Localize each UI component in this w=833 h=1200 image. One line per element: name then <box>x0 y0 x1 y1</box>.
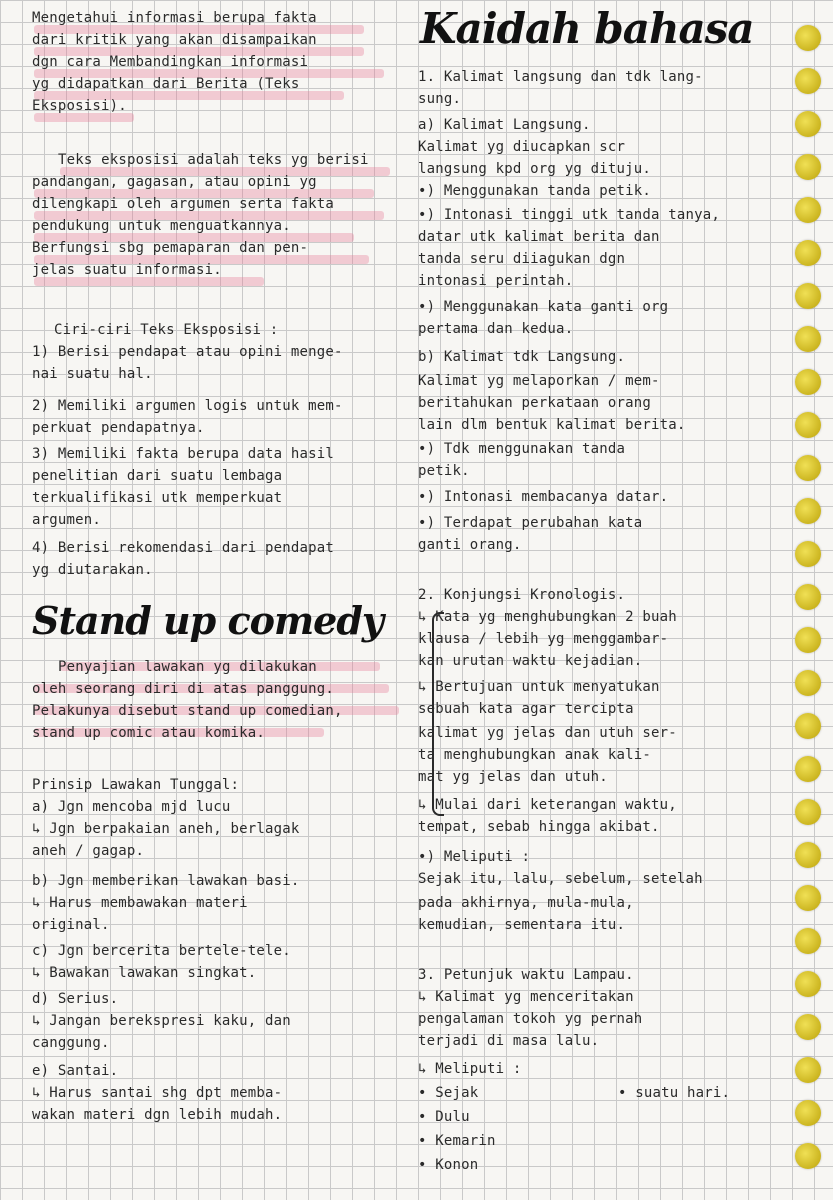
ciri-line: perkuat pendapatnya. <box>32 420 205 436</box>
standup-line: Penyajian lawakan yg dilakukan <box>58 659 317 675</box>
s2-line: tempat, sebab hingga akibat. <box>418 819 660 835</box>
prinsip-line: ↳ Jgn berpakaian aneh, berlagak <box>32 821 300 837</box>
prinsip-line: b) Jgn memberikan lawakan basi. <box>32 873 300 889</box>
prinsip-line: a) Jgn mencoba mjd lucu <box>32 799 231 815</box>
intro-line: Eksposisi). <box>32 98 127 114</box>
s2-line: kan urutan waktu kejadian. <box>418 653 643 669</box>
prinsip-line: c) Jgn bercerita bertele-tele. <box>32 943 291 959</box>
s2-line: pada akhirnya, mula-mula, <box>418 895 634 911</box>
s2-line: ↳ Mulai dari keterangan waktu, <box>418 797 677 813</box>
s1-line: lain dlm bentuk kalimat berita. <box>418 417 686 433</box>
binder-hole <box>795 498 821 524</box>
s1-line: Kalimat yg melaporkan / mem- <box>418 373 660 389</box>
prinsip-line: d) Serius. <box>32 991 119 1007</box>
s3-line: • Konon <box>418 1157 479 1173</box>
s2-line: ↳ Bertujuan untuk menyatukan <box>418 679 660 695</box>
standup-line: Pelakunya disebut stand up comedian, <box>32 703 343 719</box>
prinsip-line: ↳ Harus membawakan materi <box>32 895 248 911</box>
s2-line: sebuah kata agar tercipta <box>418 701 634 717</box>
s1-line: beritahukan perkataan orang <box>418 395 651 411</box>
prinsip-line: wakan materi dgn lebih mudah. <box>32 1107 283 1123</box>
s1-line: tanda seru diiagukan dgn <box>418 251 626 267</box>
s2-line: Sejak itu, lalu, sebelum, setelah <box>418 871 703 887</box>
konjungsi-bracket <box>432 612 444 816</box>
s3-line: • Kemarin <box>418 1133 496 1149</box>
binder-hole <box>795 1057 821 1083</box>
definition-line: pendukung untuk menguatkannya. <box>32 218 291 234</box>
binder-hole <box>795 197 821 223</box>
binder-holes <box>795 0 825 1200</box>
prinsip-line: e) Santai. <box>32 1063 119 1079</box>
standup-line: stand up comic atau komika. <box>32 725 265 741</box>
prinsip-title: Prinsip Lawakan Tunggal: <box>32 777 240 793</box>
intro-line: Mengetahui informasi berupa fakta <box>32 10 317 26</box>
standup-heading: Stand up comedy <box>32 598 383 643</box>
s3-line: • Dulu <box>418 1109 470 1125</box>
ciri-line: 2) Memiliki argumen logis untuk mem- <box>32 398 343 414</box>
binder-hole <box>795 111 821 137</box>
ciri-line: argumen. <box>32 512 102 528</box>
binder-hole <box>795 1100 821 1126</box>
s1-line: intonasi perintah. <box>418 273 574 289</box>
binder-hole <box>795 584 821 610</box>
s1-line: •) Menggunakan kata ganti org <box>418 299 669 315</box>
s1-line: b) Kalimat tdk Langsung. <box>418 349 626 365</box>
s1-line: •) Intonasi membacanya datar. <box>418 489 669 505</box>
s1-line: sung. <box>418 91 462 107</box>
binder-hole <box>795 154 821 180</box>
s1-line: •) Terdapat perubahan kata <box>418 515 643 531</box>
prinsip-line: ↳ Bawakan lawakan singkat. <box>32 965 257 981</box>
binder-hole <box>795 68 821 94</box>
s2-line: ↳ Kata yg menghubungkan 2 buah <box>418 609 677 625</box>
intro-line: dari kritik yang akan disampaikan <box>32 32 317 48</box>
s2-line: kalimat yg jelas dan utuh ser- <box>418 725 677 741</box>
ciri-line: terkualifikasi utk memperkuat <box>32 490 283 506</box>
s1-line: •) Menggunakan tanda petik. <box>418 183 651 199</box>
binder-hole <box>795 627 821 653</box>
s2-line: kemudian, sementara itu. <box>418 917 626 933</box>
s3-line: • Sejak <box>418 1085 479 1101</box>
s1-line: •) Tdk menggunakan tanda <box>418 441 626 457</box>
binder-hole <box>795 670 821 696</box>
binder-hole <box>795 1143 821 1169</box>
ciri-line: 4) Berisi rekomendasi dari pendapat <box>32 540 335 556</box>
binder-hole <box>795 541 821 567</box>
s2-line: •) Meliputi : <box>418 849 531 865</box>
s1-line: ganti orang. <box>418 537 522 553</box>
s1-line: datar utk kalimat berita dan <box>418 229 660 245</box>
s1-line: a) Kalimat Langsung. <box>418 117 591 133</box>
kaidah-heading: Kaidah bahasa <box>420 4 754 53</box>
s2-line: 2. Konjungsi Kronologis. <box>418 587 626 603</box>
s1-line: langsung kpd org yg dituju. <box>418 161 651 177</box>
s1-line: petik. <box>418 463 470 479</box>
ciri-line: nai suatu hal. <box>32 366 153 382</box>
binder-hole <box>795 713 821 739</box>
binder-hole <box>795 25 821 51</box>
definition-line: Teks eksposisi adalah teks yg berisi <box>58 152 369 168</box>
prinsip-line: ↳ Harus santai shg dpt memba- <box>32 1085 283 1101</box>
definition-line: jelas suatu informasi. <box>32 262 222 278</box>
definition-line: dilengkapi oleh argumen serta fakta <box>32 196 335 212</box>
s1-line: pertama dan kedua. <box>418 321 574 337</box>
binder-hole <box>795 885 821 911</box>
s3-line: pengalaman tokoh yg pernah <box>418 1011 643 1027</box>
binder-hole <box>795 412 821 438</box>
binder-hole <box>795 971 821 997</box>
prinsip-line: aneh / gagap. <box>32 843 145 859</box>
ciri-line: yg diutarakan. <box>32 562 153 578</box>
definition-line: pandangan, gagasan, atau opini yg <box>32 174 317 190</box>
s1-line: 1. Kalimat langsung dan tdk lang- <box>418 69 703 85</box>
s3-extra-item: • suatu hari. <box>618 1085 731 1101</box>
s3-line: ↳ Kalimat yg menceritakan <box>418 989 634 1005</box>
intro-line: yg didapatkan dari Berita (Teks <box>32 76 300 92</box>
ciri-title: Ciri-ciri Teks Eksposisi : <box>54 322 279 338</box>
binder-hole <box>795 928 821 954</box>
ciri-line: 3) Memiliki fakta berupa data hasil <box>32 446 335 462</box>
ciri-line: penelitian dari suatu lembaga <box>32 468 283 484</box>
binder-hole <box>795 756 821 782</box>
s3-line: 3. Petunjuk waktu Lampau. <box>418 967 634 983</box>
prinsip-line: original. <box>32 917 110 933</box>
s2-line: ta menghubungkan anak kali- <box>418 747 651 763</box>
definition-line: Berfungsi sbg pemaparan dan pen- <box>32 240 309 256</box>
binder-hole <box>795 369 821 395</box>
s1-line: Kalimat yg diucapkan scr <box>418 139 626 155</box>
binder-hole <box>795 283 821 309</box>
s1-line: •) Intonasi tinggi utk tanda tanya, <box>418 207 721 223</box>
binder-hole <box>795 455 821 481</box>
ciri-line: 1) Berisi pendapat atau opini menge- <box>32 344 343 360</box>
prinsip-line: ↳ Jangan berekspresi kaku, dan <box>32 1013 291 1029</box>
s3-line: ↳ Meliputi : <box>418 1061 522 1077</box>
standup-line: oleh seorang diri di atas panggung. <box>32 681 335 697</box>
s3-line: terjadi di masa lalu. <box>418 1033 600 1049</box>
s2-line: klausa / lebih yg menggambar- <box>418 631 669 647</box>
binder-hole <box>795 842 821 868</box>
prinsip-line: canggung. <box>32 1035 110 1051</box>
binder-hole <box>795 326 821 352</box>
intro-line: dgn cara Membandingkan informasi <box>32 54 309 70</box>
binder-hole <box>795 1014 821 1040</box>
s2-line: mat yg jelas dan utuh. <box>418 769 608 785</box>
binder-hole <box>795 240 821 266</box>
binder-hole <box>795 799 821 825</box>
